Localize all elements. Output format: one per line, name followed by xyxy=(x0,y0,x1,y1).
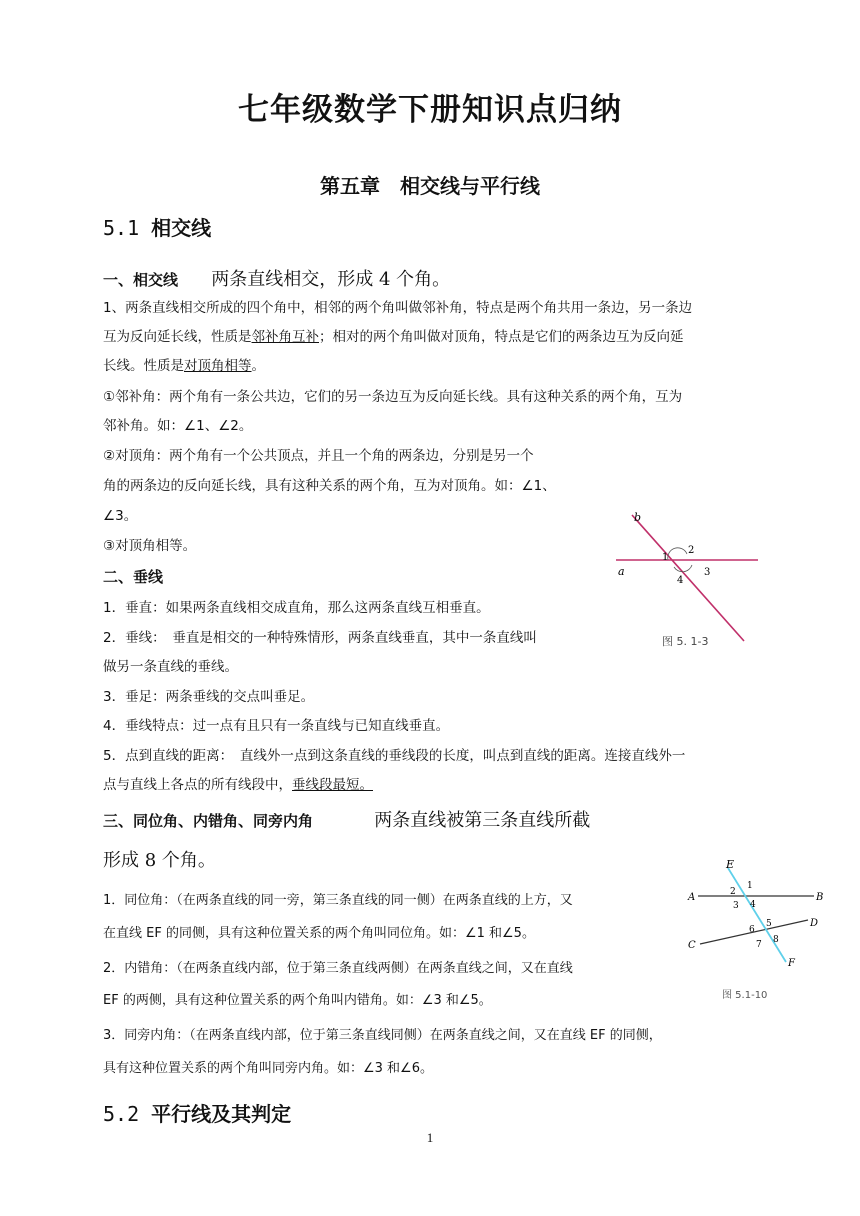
label-angle-5: 5 xyxy=(766,919,772,929)
section-name: 平行线及其判定 xyxy=(151,1102,292,1126)
figure-2-svg xyxy=(682,852,832,1004)
page-title: 七年级数学下册知识点归纳 xyxy=(238,92,622,128)
paragraph-line: 做另一条直线的垂线。 xyxy=(103,659,238,675)
subheading-note: 两条直线相交，形成 4 个角。 xyxy=(211,269,451,290)
subheading-note: 两条直线被第三条直线所截 xyxy=(374,810,591,831)
figure-caption: 图 5. 1-3 xyxy=(662,635,709,648)
paragraph-line: 点与直线上各点的所有线段中，垂线段最短。 xyxy=(103,777,373,793)
paragraph-line: 5．点到直线的距离： 直线外一点到这条直线的垂线段的长度，叫点到直线的距离。连接直线外一 xyxy=(103,748,686,764)
label-F: F xyxy=(788,958,795,969)
section-number: 5.1 xyxy=(103,216,140,240)
section-name: 相交线 xyxy=(151,216,212,240)
paragraph-line: 3．同旁内角：（在两条直线内部，位于第三条直线同侧）在两条直线之间，又在直线 EF 的同侧， xyxy=(103,1028,662,1043)
underlined-term: 对顶角相等 xyxy=(184,358,252,374)
label-angle-1: 1 xyxy=(662,552,669,563)
paragraph-line: 角的两条边的反向延长线，具有这种关系的两个角，互为对顶角。如：∠1、 xyxy=(103,478,556,494)
paragraph-line: 邻补角。如：∠1、∠2。 xyxy=(103,418,253,434)
label-angle-8: 8 xyxy=(773,935,779,945)
figure-transversal xyxy=(682,852,832,1004)
paragraph-line: 互为反向延长线，性质是邻补角互补；相对的两个角叫做对顶角，特点是它们的两条边互为反向延 xyxy=(103,329,684,345)
paragraph-line: ∠3。 xyxy=(103,508,138,524)
paragraph-line: ①邻补角：两个角有一条公共边，它们的另一条边互为反向延长线。具有这种关系的两个角，互为 xyxy=(103,389,683,405)
label-angle-4: 4 xyxy=(750,900,756,910)
figure-caption: 图 5.1-10 xyxy=(722,990,768,1001)
paragraph-line: EF 的两侧，具有这种位置关系的两个角叫内错角。如：∠3 和∠5。 xyxy=(103,993,492,1008)
label-angle-3: 3 xyxy=(704,567,711,578)
label-angle-3: 3 xyxy=(733,901,739,911)
line-b xyxy=(632,515,744,641)
label-angle-2: 2 xyxy=(688,545,695,556)
label-angle-6: 6 xyxy=(749,925,755,935)
underlined-term: 垂线段最短。 xyxy=(292,777,373,793)
underlined-term: 邻补角互补 xyxy=(251,329,319,345)
section-heading-5-1 xyxy=(103,212,211,241)
page-number: 1 xyxy=(426,1130,434,1145)
figure-1-svg xyxy=(612,505,762,655)
paragraph-line: 在直线 EF 的同侧，具有这种位置关系的两个角叫同位角。如：∠1 和∠5。 xyxy=(103,926,535,941)
label-B: B xyxy=(816,892,824,903)
subheading-intersecting-lines: 一、相交线 两条直线相交，形成 4 个角。 xyxy=(103,269,451,290)
label-A: A xyxy=(688,892,696,903)
figure-vertical-angles xyxy=(612,505,762,655)
paragraph-line: 1．同位角：（在两条直线的同一旁，第三条直线的同一侧）在两条直线的上方，又 xyxy=(103,893,573,908)
label-a: a xyxy=(618,565,625,578)
section-number: 5.2 xyxy=(103,1102,140,1126)
label-angle-7: 7 xyxy=(756,940,762,950)
label-angle-4: 4 xyxy=(677,575,684,586)
paragraph-line: 长线。性质是对顶角相等。 xyxy=(103,358,265,374)
paragraph-line: 1．垂直：如果两条直线相交成直角，那么这两条直线互相垂直。 xyxy=(103,600,490,616)
section-heading-5-2 xyxy=(103,1098,291,1127)
label-D: D xyxy=(810,918,819,929)
paragraph-line: 1、两条直线相交所成的四个角中，相邻的两个角叫做邻补角，特点是两个角共用一条边，另一条边 xyxy=(103,300,693,316)
chapter-heading: 第五章 相交线与平行线 xyxy=(320,174,540,198)
paragraph-line: 具有这种位置关系的两个角叫同旁内角。如：∠3 和∠6。 xyxy=(103,1061,433,1076)
label-angle-2: 2 xyxy=(730,887,736,897)
subheading-note-cont: 形成 8 个角。 xyxy=(103,850,216,871)
label-C: C xyxy=(688,940,696,951)
subheading-angle-types: 三、同位角、内错角、同旁内角 两条直线被第三条直线所截 xyxy=(103,810,591,831)
paragraph-line: ②对顶角：两个角有一个公共顶点，并且一个角的两条边，分别是另一个 xyxy=(103,448,534,464)
label-b: b xyxy=(634,511,642,524)
paragraph-line: 4．垂线特点：过一点有且只有一条直线与已知直线垂直。 xyxy=(103,718,450,734)
paragraph-line: 3．垂足：两条垂线的交点叫垂足。 xyxy=(103,689,315,705)
paragraph-line: 2．内错角：（在两条直线内部，位于第三条直线两侧）在两条直线之间，又在直线 xyxy=(103,961,573,976)
subheading-perpendicular: 二、垂线 xyxy=(103,568,164,586)
paragraph-line: ③对顶角相等。 xyxy=(103,538,197,554)
label-angle-1: 1 xyxy=(747,881,753,891)
paragraph-line: 2．垂线： 垂直是相交的一种特殊情形，两条直线垂直，其中一条直线叫 xyxy=(103,630,537,646)
label-E: E xyxy=(726,858,735,871)
